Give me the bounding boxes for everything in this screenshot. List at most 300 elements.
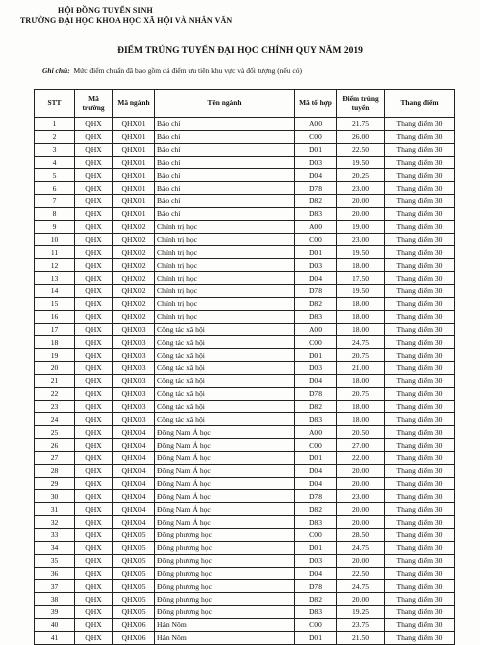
cell-stt: 30 bbox=[35, 490, 75, 503]
cell-major-code: QHX01 bbox=[113, 169, 155, 182]
cell-score: 18.00 bbox=[337, 323, 385, 336]
cell-scale: Thang điểm 30 bbox=[385, 477, 455, 490]
cell-stt: 40 bbox=[35, 618, 75, 631]
cell-stt: 8 bbox=[35, 207, 75, 220]
cell-major-name: Đông Nam Á học bbox=[155, 464, 295, 477]
cell-score: 20.25 bbox=[337, 169, 385, 182]
cell-major-name: Đông phương học bbox=[155, 606, 295, 619]
table-row bbox=[35, 323, 455, 336]
cell-combo-code: D03 bbox=[295, 554, 337, 567]
table-row bbox=[35, 477, 455, 490]
cell-combo-code: D01 bbox=[295, 631, 337, 644]
cell-stt: 7 bbox=[35, 195, 75, 208]
cell-school-code: QHX bbox=[75, 567, 113, 580]
cell-major-code: QHX05 bbox=[113, 606, 155, 619]
cell-major-name: Đông phương học bbox=[155, 529, 295, 542]
cell-major-name: Công tác xã hội bbox=[155, 400, 295, 413]
cell-combo-code: D83 bbox=[295, 207, 337, 220]
cell-scale: Thang điểm 30 bbox=[385, 130, 455, 143]
table-row bbox=[35, 272, 455, 285]
cell-stt: 27 bbox=[35, 451, 75, 464]
cell-scale: Thang điểm 30 bbox=[385, 310, 455, 323]
cell-major-code: QHX04 bbox=[113, 477, 155, 490]
cell-score: 24.75 bbox=[337, 580, 385, 593]
cell-combo-code: C00 bbox=[295, 336, 337, 349]
cell-combo-code: D78 bbox=[295, 284, 337, 297]
cell-combo-code: C00 bbox=[295, 130, 337, 143]
table-row bbox=[35, 195, 455, 208]
cell-major-code: QHX03 bbox=[113, 374, 155, 387]
cell-combo-code: D01 bbox=[295, 349, 337, 362]
cell-stt: 28 bbox=[35, 464, 75, 477]
cell-scale: Thang điểm 30 bbox=[385, 631, 455, 644]
cell-scale: Thang điểm 30 bbox=[385, 323, 455, 336]
cell-scale: Thang điểm 30 bbox=[385, 336, 455, 349]
cell-stt: 35 bbox=[35, 554, 75, 567]
cell-major-name: Đông Nam Á học bbox=[155, 439, 295, 452]
cell-score: 22.50 bbox=[337, 143, 385, 156]
cell-stt: 31 bbox=[35, 503, 75, 516]
note-text: Mức điểm chuẩn đã bao gồm cả điểm ưu tiên khu vực và đối tượng (nếu có) bbox=[73, 66, 302, 75]
cell-school-code: QHX bbox=[75, 284, 113, 297]
table-row bbox=[35, 541, 455, 554]
cell-major-name: Chính trị học bbox=[155, 220, 295, 233]
cell-combo-code: A00 bbox=[295, 426, 337, 439]
cell-scale: Thang điểm 30 bbox=[385, 220, 455, 233]
cell-combo-code: C00 bbox=[295, 529, 337, 542]
cell-combo-code: D83 bbox=[295, 516, 337, 529]
cell-major-code: QHX03 bbox=[113, 400, 155, 413]
cell-major-name: Chính trị học bbox=[155, 284, 295, 297]
cell-school-code: QHX bbox=[75, 439, 113, 452]
cell-stt: 38 bbox=[35, 593, 75, 606]
cell-score: 20.00 bbox=[337, 554, 385, 567]
cell-score: 24.75 bbox=[337, 336, 385, 349]
cell-school-code: QHX bbox=[75, 387, 113, 400]
cell-stt: 3 bbox=[35, 143, 75, 156]
council-heading: HỘI ĐỒNG TUYỂN SINH bbox=[58, 6, 153, 15]
cell-score: 28.50 bbox=[337, 529, 385, 542]
cell-score: 27.00 bbox=[337, 439, 385, 452]
cell-major-name: Đông Nam Á học bbox=[155, 490, 295, 503]
table-row bbox=[35, 349, 455, 362]
cell-major-name: Công tác xã hội bbox=[155, 323, 295, 336]
cell-stt: 14 bbox=[35, 284, 75, 297]
cell-school-code: QHX bbox=[75, 362, 113, 375]
cell-school-code: QHX bbox=[75, 233, 113, 246]
cell-combo-code: D04 bbox=[295, 567, 337, 580]
cell-scale: Thang điểm 30 bbox=[385, 567, 455, 580]
cell-stt: 1 bbox=[35, 118, 75, 131]
cell-major-code: QHX03 bbox=[113, 413, 155, 426]
cell-score: 19.50 bbox=[337, 284, 385, 297]
cell-scale: Thang điểm 30 bbox=[385, 374, 455, 387]
table-row bbox=[35, 336, 455, 349]
cell-stt: 4 bbox=[35, 156, 75, 169]
cell-stt: 5 bbox=[35, 169, 75, 182]
cell-school-code: QHX bbox=[75, 529, 113, 542]
cell-major-code: QHX02 bbox=[113, 259, 155, 272]
cell-major-code: QHX04 bbox=[113, 426, 155, 439]
cell-score: 22.50 bbox=[337, 567, 385, 580]
cell-combo-code: D04 bbox=[295, 464, 337, 477]
cell-combo-code: D78 bbox=[295, 490, 337, 503]
table-row bbox=[35, 156, 455, 169]
cell-score: 23.00 bbox=[337, 233, 385, 246]
cell-scale: Thang điểm 30 bbox=[385, 541, 455, 554]
cell-scale: Thang điểm 30 bbox=[385, 182, 455, 195]
table-row bbox=[35, 529, 455, 542]
cell-scale: Thang điểm 30 bbox=[385, 246, 455, 259]
cell-scale: Thang điểm 30 bbox=[385, 233, 455, 246]
cell-school-code: QHX bbox=[75, 207, 113, 220]
cell-combo-code: D83 bbox=[295, 310, 337, 323]
cell-score: 18.00 bbox=[337, 374, 385, 387]
cell-score: 26.00 bbox=[337, 130, 385, 143]
cell-score: 21.75 bbox=[337, 118, 385, 131]
cell-score: 17.50 bbox=[337, 272, 385, 285]
cell-school-code: QHX bbox=[75, 310, 113, 323]
table-row bbox=[35, 169, 455, 182]
table-row bbox=[35, 297, 455, 310]
cell-stt: 24 bbox=[35, 413, 75, 426]
cell-major-name: Công tác xã hội bbox=[155, 413, 295, 426]
table-body bbox=[35, 118, 455, 645]
cell-major-code: QHX05 bbox=[113, 554, 155, 567]
col-header-school-code: Mã trường bbox=[75, 90, 113, 118]
cell-scale: Thang điểm 30 bbox=[385, 580, 455, 593]
cell-major-code: QHX05 bbox=[113, 567, 155, 580]
cell-school-code: QHX bbox=[75, 631, 113, 644]
cell-scale: Thang điểm 30 bbox=[385, 529, 455, 542]
table-row bbox=[35, 246, 455, 259]
cell-major-code: QHX04 bbox=[113, 451, 155, 464]
cell-major-code: QHX05 bbox=[113, 529, 155, 542]
cell-stt: 25 bbox=[35, 426, 75, 439]
cell-score: 20.00 bbox=[337, 593, 385, 606]
cell-school-code: QHX bbox=[75, 477, 113, 490]
cell-scale: Thang điểm 30 bbox=[385, 349, 455, 362]
cell-major-code: QHX03 bbox=[113, 336, 155, 349]
table-row bbox=[35, 362, 455, 375]
admission-scores-table bbox=[34, 89, 455, 645]
cell-score: 20.75 bbox=[337, 349, 385, 362]
cell-major-name: Công tác xã hội bbox=[155, 362, 295, 375]
cell-score: 19.25 bbox=[337, 606, 385, 619]
cell-scale: Thang điểm 30 bbox=[385, 118, 455, 131]
cell-stt: 17 bbox=[35, 323, 75, 336]
cell-stt: 6 bbox=[35, 182, 75, 195]
cell-major-name: Chính trị học bbox=[155, 272, 295, 285]
cell-major-name: Đông Nam Á học bbox=[155, 477, 295, 490]
cell-combo-code: D83 bbox=[295, 606, 337, 619]
cell-stt: 10 bbox=[35, 233, 75, 246]
cell-scale: Thang điểm 30 bbox=[385, 195, 455, 208]
cell-stt: 23 bbox=[35, 400, 75, 413]
cell-scale: Thang điểm 30 bbox=[385, 606, 455, 619]
cell-combo-code: D78 bbox=[295, 580, 337, 593]
cell-major-name: Báo chí bbox=[155, 169, 295, 182]
cell-major-name: Báo chí bbox=[155, 143, 295, 156]
cell-school-code: QHX bbox=[75, 220, 113, 233]
cell-major-name: Công tác xã hội bbox=[155, 336, 295, 349]
cell-stt: 34 bbox=[35, 541, 75, 554]
cell-scale: Thang điểm 30 bbox=[385, 143, 455, 156]
cell-major-name: Đông Nam Á học bbox=[155, 503, 295, 516]
cell-major-code: QHX01 bbox=[113, 118, 155, 131]
cell-major-code: QHX02 bbox=[113, 220, 155, 233]
cell-major-code: QHX03 bbox=[113, 387, 155, 400]
cell-major-name: Đông phương học bbox=[155, 593, 295, 606]
cell-major-name: Hán Nôm bbox=[155, 631, 295, 644]
cell-combo-code: D01 bbox=[295, 541, 337, 554]
cell-stt: 29 bbox=[35, 477, 75, 490]
cell-combo-code: A00 bbox=[295, 118, 337, 131]
cell-stt: 21 bbox=[35, 374, 75, 387]
cell-major-name: Chính trị học bbox=[155, 233, 295, 246]
cell-school-code: QHX bbox=[75, 118, 113, 131]
table-row bbox=[35, 618, 455, 631]
cell-scale: Thang điểm 30 bbox=[385, 451, 455, 464]
cell-combo-code: D78 bbox=[295, 387, 337, 400]
cell-scale: Thang điểm 30 bbox=[385, 272, 455, 285]
cell-major-name: Đông phương học bbox=[155, 541, 295, 554]
cell-combo-code: D01 bbox=[295, 246, 337, 259]
cell-combo-code: C00 bbox=[295, 439, 337, 452]
cell-major-name: Đông phương học bbox=[155, 567, 295, 580]
cell-score: 21.50 bbox=[337, 631, 385, 644]
cell-major-code: QHX01 bbox=[113, 182, 155, 195]
cell-scale: Thang điểm 30 bbox=[385, 362, 455, 375]
table-row bbox=[35, 284, 455, 297]
cell-major-code: QHX04 bbox=[113, 516, 155, 529]
cell-stt: 16 bbox=[35, 310, 75, 323]
cell-scale: Thang điểm 30 bbox=[385, 426, 455, 439]
cell-major-code: QHX04 bbox=[113, 490, 155, 503]
cell-major-name: Công tác xã hội bbox=[155, 374, 295, 387]
table-row bbox=[35, 464, 455, 477]
cell-major-name: Đông Nam Á học bbox=[155, 451, 295, 464]
cell-stt: 19 bbox=[35, 349, 75, 362]
table-row bbox=[35, 387, 455, 400]
cell-major-code: QHX02 bbox=[113, 272, 155, 285]
cell-stt: 26 bbox=[35, 439, 75, 452]
cell-stt: 41 bbox=[35, 631, 75, 644]
cell-scale: Thang điểm 30 bbox=[385, 593, 455, 606]
cell-score: 19.00 bbox=[337, 220, 385, 233]
cell-stt: 20 bbox=[35, 362, 75, 375]
cell-school-code: QHX bbox=[75, 516, 113, 529]
cell-stt: 18 bbox=[35, 336, 75, 349]
cell-major-code: QHX06 bbox=[113, 618, 155, 631]
cell-combo-code: D82 bbox=[295, 195, 337, 208]
cell-major-name: Công tác xã hội bbox=[155, 387, 295, 400]
cell-combo-code: D03 bbox=[295, 362, 337, 375]
table-row bbox=[35, 310, 455, 323]
cell-major-code: QHX02 bbox=[113, 246, 155, 259]
table-row bbox=[35, 413, 455, 426]
cell-scale: Thang điểm 30 bbox=[385, 490, 455, 503]
cell-school-code: QHX bbox=[75, 541, 113, 554]
cell-major-name: Báo chí bbox=[155, 207, 295, 220]
cell-major-name: Báo chí bbox=[155, 156, 295, 169]
cell-scale: Thang điểm 30 bbox=[385, 207, 455, 220]
cell-major-code: QHX03 bbox=[113, 349, 155, 362]
cell-combo-code: D04 bbox=[295, 272, 337, 285]
cell-combo-code: D78 bbox=[295, 182, 337, 195]
cell-combo-code: D83 bbox=[295, 413, 337, 426]
cell-stt: 22 bbox=[35, 387, 75, 400]
cell-stt: 33 bbox=[35, 529, 75, 542]
cell-combo-code: D82 bbox=[295, 400, 337, 413]
cell-combo-code: D04 bbox=[295, 374, 337, 387]
cell-school-code: QHX bbox=[75, 130, 113, 143]
cell-combo-code: A00 bbox=[295, 323, 337, 336]
note-label: Ghi chú: bbox=[42, 66, 70, 75]
cell-major-name: Chính trị học bbox=[155, 246, 295, 259]
cell-combo-code: D01 bbox=[295, 143, 337, 156]
cell-stt: 37 bbox=[35, 580, 75, 593]
table-row bbox=[35, 374, 455, 387]
cell-score: 20.00 bbox=[337, 195, 385, 208]
cell-major-name: Báo chí bbox=[155, 182, 295, 195]
cell-major-code: QHX04 bbox=[113, 439, 155, 452]
cell-scale: Thang điểm 30 bbox=[385, 259, 455, 272]
cell-scale: Thang điểm 30 bbox=[385, 156, 455, 169]
col-header-scale: Thang điểm bbox=[385, 90, 455, 118]
cell-major-name: Chính trị học bbox=[155, 297, 295, 310]
table-row bbox=[35, 580, 455, 593]
cell-combo-code: C00 bbox=[295, 618, 337, 631]
table-row bbox=[35, 631, 455, 644]
note bbox=[42, 66, 302, 75]
table-row bbox=[35, 207, 455, 220]
cell-scale: Thang điểm 30 bbox=[385, 464, 455, 477]
cell-combo-code: D04 bbox=[295, 169, 337, 182]
cell-school-code: QHX bbox=[75, 374, 113, 387]
table-header-row bbox=[35, 90, 455, 118]
cell-stt: 32 bbox=[35, 516, 75, 529]
cell-school-code: QHX bbox=[75, 323, 113, 336]
cell-major-code: QHX03 bbox=[113, 362, 155, 375]
cell-school-code: QHX bbox=[75, 297, 113, 310]
cell-major-code: QHX04 bbox=[113, 464, 155, 477]
cell-scale: Thang điểm 30 bbox=[385, 400, 455, 413]
cell-school-code: QHX bbox=[75, 426, 113, 439]
cell-major-code: QHX01 bbox=[113, 195, 155, 208]
cell-combo-code: D82 bbox=[295, 297, 337, 310]
cell-major-code: QHX01 bbox=[113, 207, 155, 220]
table-row bbox=[35, 182, 455, 195]
cell-stt: 36 bbox=[35, 567, 75, 580]
cell-combo-code: D82 bbox=[295, 503, 337, 516]
cell-major-name: Công tác xã hội bbox=[155, 349, 295, 362]
cell-school-code: QHX bbox=[75, 259, 113, 272]
cell-major-name: Đông phương học bbox=[155, 580, 295, 593]
cell-score: 18.00 bbox=[337, 297, 385, 310]
cell-major-name: Chính trị học bbox=[155, 259, 295, 272]
cell-school-code: QHX bbox=[75, 490, 113, 503]
col-header-major-code: Mã ngành bbox=[113, 90, 155, 118]
col-header-major-name: Tên ngành bbox=[155, 90, 295, 118]
cell-combo-code: D82 bbox=[295, 593, 337, 606]
cell-score: 20.00 bbox=[337, 207, 385, 220]
table-row bbox=[35, 439, 455, 452]
cell-major-code: QHX02 bbox=[113, 233, 155, 246]
cell-score: 24.75 bbox=[337, 541, 385, 554]
cell-score: 19.50 bbox=[337, 246, 385, 259]
table-row bbox=[35, 451, 455, 464]
cell-major-code: QHX02 bbox=[113, 297, 155, 310]
page-title: ĐIỂM TRÚNG TUYỂN ĐẠI HỌC CHÍNH QUY NĂM 2019 bbox=[117, 46, 363, 56]
cell-stt: 11 bbox=[35, 246, 75, 259]
cell-school-code: QHX bbox=[75, 413, 113, 426]
cell-score: 20.50 bbox=[337, 426, 385, 439]
cell-combo-code: C00 bbox=[295, 233, 337, 246]
cell-school-code: QHX bbox=[75, 503, 113, 516]
cell-score: 21.00 bbox=[337, 362, 385, 375]
table-row bbox=[35, 516, 455, 529]
cell-stt: 39 bbox=[35, 606, 75, 619]
cell-scale: Thang điểm 30 bbox=[385, 439, 455, 452]
col-header-stt: STT bbox=[35, 90, 75, 118]
cell-major-name: Hán Nôm bbox=[155, 618, 295, 631]
table-row bbox=[35, 130, 455, 143]
cell-score: 19.50 bbox=[337, 156, 385, 169]
university-heading: TRƯỜNG ĐẠI HỌC KHOA HỌC XÃ HỘI VÀ NHÂN VĂN bbox=[20, 16, 233, 25]
cell-stt: 2 bbox=[35, 130, 75, 143]
cell-major-code: QHX01 bbox=[113, 130, 155, 143]
col-header-score: Điểm trúng tuyển bbox=[337, 90, 385, 118]
table-row bbox=[35, 143, 455, 156]
cell-scale: Thang điểm 30 bbox=[385, 554, 455, 567]
cell-major-code: QHX05 bbox=[113, 541, 155, 554]
table-row bbox=[35, 490, 455, 503]
cell-school-code: QHX bbox=[75, 593, 113, 606]
table-row bbox=[35, 118, 455, 131]
table-row bbox=[35, 220, 455, 233]
cell-school-code: QHX bbox=[75, 464, 113, 477]
cell-score: 18.00 bbox=[337, 413, 385, 426]
cell-combo-code: D04 bbox=[295, 477, 337, 490]
table-row bbox=[35, 567, 455, 580]
cell-major-code: QHX02 bbox=[113, 284, 155, 297]
cell-score: 18.00 bbox=[337, 400, 385, 413]
cell-combo-code: D01 bbox=[295, 451, 337, 464]
cell-scale: Thang điểm 30 bbox=[385, 618, 455, 631]
table-row bbox=[35, 554, 455, 567]
cell-school-code: QHX bbox=[75, 606, 113, 619]
cell-score: 22.00 bbox=[337, 451, 385, 464]
cell-major-code: QHX01 bbox=[113, 156, 155, 169]
cell-major-code: QHX01 bbox=[113, 143, 155, 156]
cell-school-code: QHX bbox=[75, 554, 113, 567]
cell-school-code: QHX bbox=[75, 246, 113, 259]
cell-score: 23.75 bbox=[337, 618, 385, 631]
cell-stt: 9 bbox=[35, 220, 75, 233]
cell-scale: Thang điểm 30 bbox=[385, 169, 455, 182]
cell-major-code: QHX05 bbox=[113, 593, 155, 606]
cell-school-code: QHX bbox=[75, 272, 113, 285]
cell-major-name: Báo chí bbox=[155, 195, 295, 208]
cell-stt: 15 bbox=[35, 297, 75, 310]
cell-major-name: Chính trị học bbox=[155, 310, 295, 323]
table-row bbox=[35, 503, 455, 516]
table-row bbox=[35, 426, 455, 439]
cell-school-code: QHX bbox=[75, 143, 113, 156]
cell-score: 23.00 bbox=[337, 182, 385, 195]
table-row bbox=[35, 259, 455, 272]
